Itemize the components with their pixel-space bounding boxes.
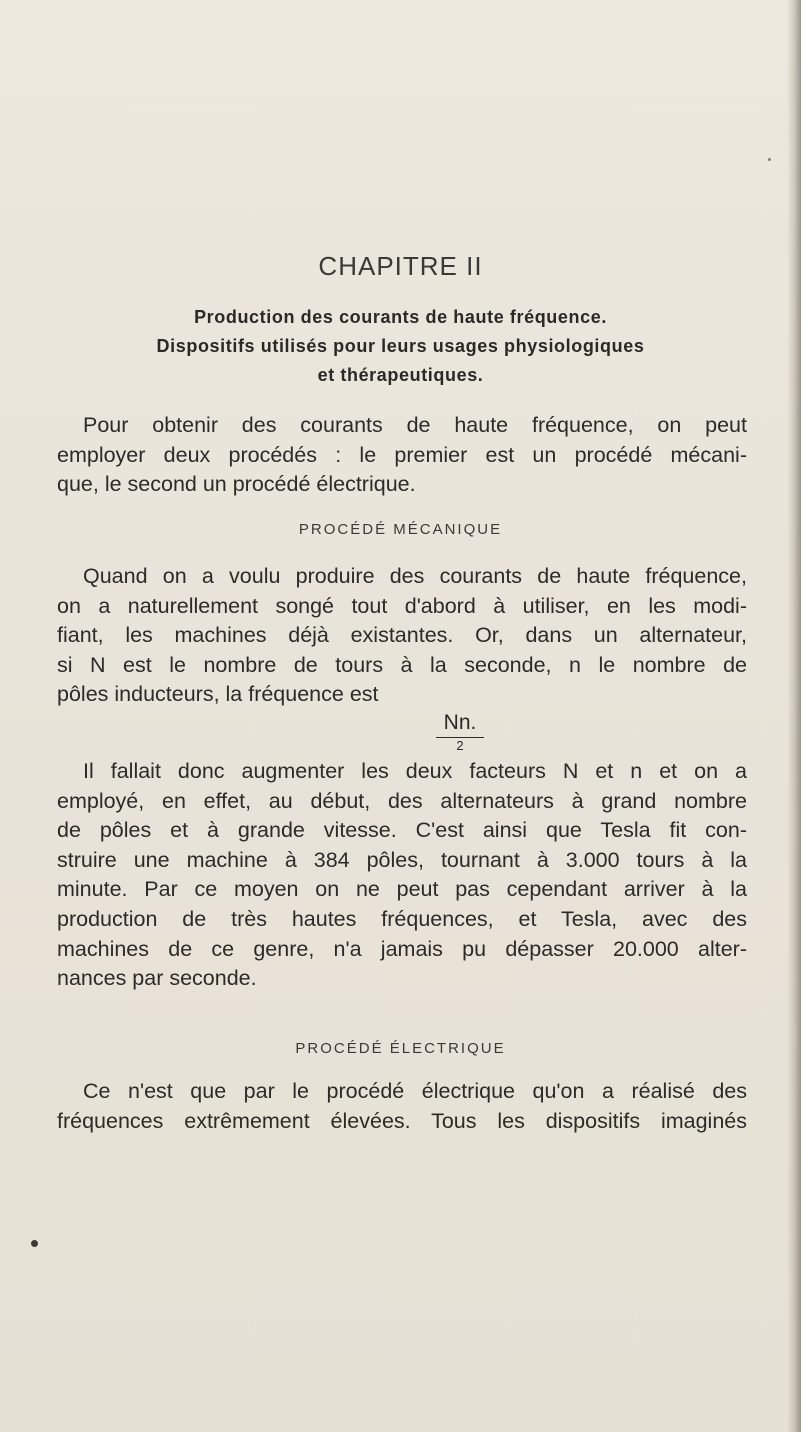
intro-paragraph [57, 411, 747, 500]
text-line: on a naturellement songé tout d'abord à utiliser, en les modi- [57, 593, 747, 618]
text-line: machines de ce genre, n'a jamais pu dépasser 20.000 alter- [57, 936, 747, 961]
ink-speck [31, 1240, 38, 1247]
frequency-formula [436, 711, 484, 754]
subtitle-line-1: Production des courants de haute fréquence. [194, 307, 607, 327]
chapter-title: CHAPITRE II [318, 251, 483, 281]
electrique-paragraph [57, 1077, 747, 1136]
text-line: Ce n'est que par le procédé électrique qu'on a réalisé des [83, 1079, 747, 1103]
text-line: struire une machine à 384 pôles, tournant à 3.000 tours à la [57, 847, 747, 872]
text-line: fréquences extrêmement élevées. Tous les dispositifs imaginés [57, 1108, 747, 1133]
text-line: employé, en effet, au début, des alternateurs à grand nombre [57, 788, 747, 813]
text-line: Il fallait donc augmenter les deux facteurs N et n et on a [83, 759, 747, 783]
text-line: pôles inducteurs, la fréquence est [57, 682, 379, 707]
text-line: production de très hautes fréquences, et Tesla, avec des [57, 906, 747, 931]
text-line: employer deux procédés : le premier est un procédé mécani- [57, 442, 747, 467]
mecanique-paragraph-1 [57, 562, 747, 710]
subtitle-line-3: et thérapeutiques. [317, 365, 484, 385]
formula-denominator: 2 [456, 738, 464, 753]
text-line: Quand on a voulu produire des courants de haute fréquence, [83, 564, 747, 588]
section-heading-mecanique: PROCÉDÉ MÉCANIQUE [298, 521, 503, 538]
ink-speck [768, 158, 771, 161]
page-edge-shadow [787, 0, 801, 1432]
text-line: fiant, les machines déjà existantes. Or, dans un alternateur, [57, 623, 747, 648]
text-line: si N est le nombre de tours à la seconde, n le nombre de [57, 652, 747, 677]
formula-numerator: Nn. [436, 711, 484, 738]
text-line: Pour obtenir des courants de haute fréquence, on peut [83, 413, 747, 437]
text-line: de pôles et à grande vitesse. C'est ainsi que Tesla fit con- [57, 818, 747, 843]
mecanique-paragraph-2 [57, 757, 747, 994]
text-line: minute. Par ce moyen on ne peut pas cependant arriver à la [57, 877, 747, 902]
subtitle-line-2: Dispositifs utilisés pour leurs usages physiologiques [156, 336, 645, 356]
text-line: nances par seconde. [57, 966, 257, 991]
text-line: que, le second un procédé électrique. [57, 472, 416, 497]
section-heading-electrique: PROCÉDÉ ÉLECTRIQUE [295, 1040, 506, 1057]
